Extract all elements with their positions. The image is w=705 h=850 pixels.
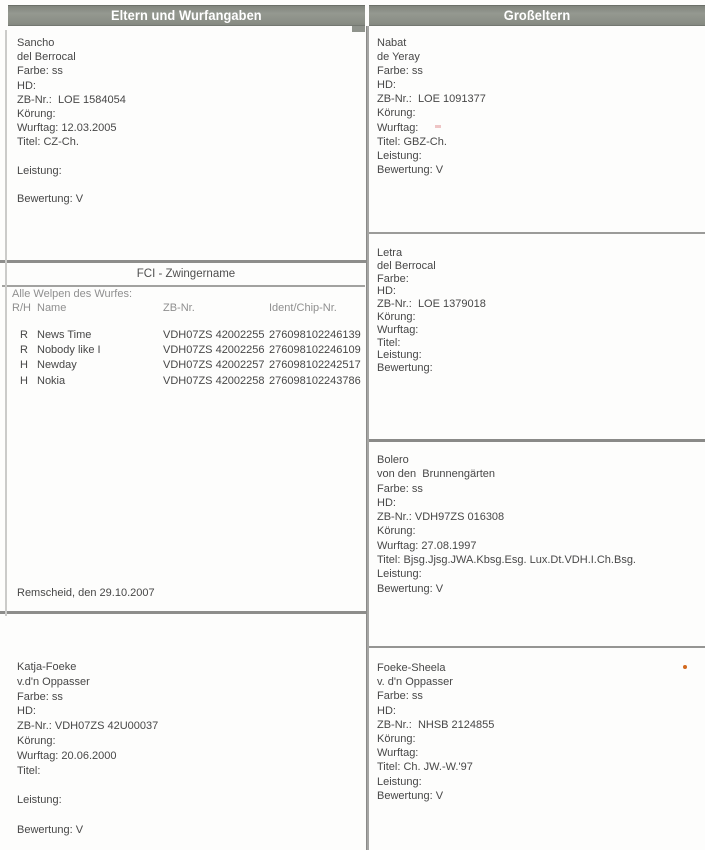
right-divider-1	[369, 232, 705, 234]
field-line: Farbe:	[377, 272, 409, 285]
puppy-chip-number: 276098102242517	[269, 359, 361, 372]
field-line: Bewertung: V	[17, 193, 84, 206]
field-line: Titel:	[377, 336, 401, 349]
field-line: Körung:	[377, 733, 416, 746]
litter-subtitle: Alle Welpen des Wurfes:	[12, 288, 133, 300]
field-line: Sancho	[17, 37, 55, 49]
grandparents-section-header	[369, 5, 705, 26]
puppy-name: News Time	[37, 329, 92, 341]
field-line: Titel: Ch. JW.-W.'97	[377, 761, 473, 774]
scan-notch-artifact	[352, 26, 365, 32]
col-header-chip: Ident/Chip-Nr.	[269, 302, 337, 314]
field-line: HD:	[377, 704, 396, 717]
field-line: v.d'n Oppasser	[17, 675, 90, 688]
puppy-sex: R	[20, 329, 28, 341]
puppy-row	[10, 358, 362, 373]
field-line: Leistung:	[377, 349, 422, 362]
parents-section-header	[8, 5, 365, 26]
field-line: Leistung:	[377, 149, 422, 162]
puppy-sex: R	[20, 344, 28, 357]
puppy-sex: H	[20, 374, 28, 387]
col-header-rh: R/H	[12, 302, 31, 314]
puppy-name: Nokia	[37, 374, 66, 387]
field-line: Bewertung:	[377, 362, 433, 375]
field-line: Körung:	[17, 108, 56, 121]
col-header-name: Name	[37, 302, 67, 314]
field-line: HD:	[377, 79, 396, 92]
granddam-paternal-block	[377, 247, 486, 375]
field-line: del Berrocal	[377, 259, 436, 272]
field-line: von den Brunnengärten	[377, 468, 496, 481]
field-line: ZB-Nr.: VDH07ZS 42U00037	[17, 720, 159, 733]
field-line: Körung:	[17, 734, 56, 747]
field-line: Bewertung: V	[377, 582, 444, 595]
field-line: HD:	[377, 496, 396, 509]
puppy-zb-number: VDH07ZS 42002256	[163, 344, 265, 357]
fci-section-title: FCI - Zwingername	[136, 268, 236, 280]
field-line: Wurftag:	[377, 121, 419, 134]
puppy-table-rows	[10, 328, 362, 389]
field-line	[17, 778, 158, 793]
field-line: Bewertung: V	[377, 163, 444, 176]
field-line: Nabat	[377, 37, 407, 49]
left-divider-bottom	[0, 611, 366, 614]
field-line: ZB-Nr.: NHSB 2124855	[377, 718, 495, 731]
puppy-sex: H	[20, 359, 28, 372]
dam-block	[17, 660, 158, 838]
field-line: Körung:	[377, 525, 416, 538]
field-line: Farbe: ss	[377, 65, 423, 78]
right-divider-2	[369, 439, 705, 442]
puppy-chip-number: 276098102246109	[269, 344, 361, 357]
field-line	[17, 178, 126, 192]
field-line: Titel:	[17, 764, 41, 777]
puppy-zb-number: VDH07ZS 42002257	[163, 359, 265, 372]
field-line: del Berrocal	[17, 51, 76, 64]
puppy-row	[10, 328, 362, 343]
field-line: Farbe: ss	[17, 690, 63, 703]
field-line: Bewertung: V	[377, 789, 444, 802]
granddam-maternal-block	[377, 661, 494, 803]
field-line: Foeke-Sheela	[377, 662, 446, 674]
sire-block	[17, 36, 126, 206]
field-line: Leistung:	[377, 568, 422, 581]
fci-underline	[2, 285, 365, 287]
field-line: v. d'n Oppasser	[377, 676, 453, 689]
puppy-row	[10, 374, 362, 389]
field-line: Farbe: ss	[377, 690, 423, 703]
right-divider-3	[369, 646, 705, 648]
field-line: HD:	[17, 79, 36, 92]
field-line: Bolero	[377, 454, 409, 466]
field-line: Körung:	[377, 107, 416, 120]
field-line	[17, 808, 158, 823]
scan-edge-shadow	[5, 30, 7, 616]
scan-ink-speck	[683, 665, 687, 669]
field-line: Titel: CZ-Ch.	[17, 136, 79, 149]
field-line: Letra	[377, 247, 403, 259]
grandsire-maternal-block	[377, 453, 636, 596]
left-divider-top	[0, 260, 366, 263]
field-line: Körung:	[377, 310, 416, 323]
grandsire-paternal-block	[377, 36, 486, 177]
parents-section-title: Eltern und Wurfangaben	[111, 8, 262, 23]
field-line: Wurftag:	[377, 747, 419, 760]
field-line: Leistung:	[17, 164, 62, 177]
puppy-chip-number: 276098102243786	[269, 374, 361, 387]
puppy-name: Newday	[37, 359, 77, 372]
field-line: Wurftag: 20.06.2000	[17, 749, 117, 762]
field-line: Wurftag: 12.03.2005	[17, 122, 117, 135]
place-date-line: Remscheid, den 29.10.2007	[17, 587, 155, 599]
field-line: HD:	[17, 705, 36, 718]
field-line: Leistung:	[377, 775, 422, 788]
field-line: de Yeray	[377, 51, 420, 64]
puppy-zb-number: VDH07ZS 42002255	[163, 329, 265, 341]
grandparents-section-title: Großeltern	[503, 8, 571, 23]
col-header-zb: ZB-Nr.	[163, 302, 195, 314]
field-line: Katja-Foeke	[17, 661, 77, 673]
field-line	[17, 150, 126, 164]
field-line: Farbe: ss	[17, 65, 63, 78]
field-line: ZB-Nr.: LOE 1379018	[377, 298, 486, 311]
puppy-name: Nobody like I	[37, 344, 101, 357]
field-line: Leistung:	[17, 794, 62, 807]
puppy-table-header	[10, 302, 362, 314]
column-divider	[366, 26, 369, 850]
field-line: Bewertung: V	[17, 823, 84, 836]
field-line: ZB-Nr.: LOE 1584054	[17, 93, 126, 106]
field-line: Titel: GBZ-Ch.	[377, 135, 447, 148]
puppy-chip-number: 276098102246139	[269, 329, 361, 341]
puppy-zb-number: VDH07ZS 42002258	[163, 374, 265, 387]
field-line: Wurftag: 27.08.1997	[377, 539, 477, 552]
field-line: Wurftag:	[377, 323, 419, 336]
puppy-row	[10, 343, 362, 358]
field-line: Farbe: ss	[377, 482, 423, 495]
field-line: HD:	[377, 285, 396, 298]
field-line: ZB-Nr.: VDH97ZS 016308	[377, 511, 505, 524]
field-line: ZB-Nr.: LOE 1091377	[377, 93, 486, 106]
field-line: Titel: Bjsg.Jjsg.JWA.Kbsg.Esg. Lux.Dt.VDH.I.Ch.Bsg.	[377, 554, 636, 567]
